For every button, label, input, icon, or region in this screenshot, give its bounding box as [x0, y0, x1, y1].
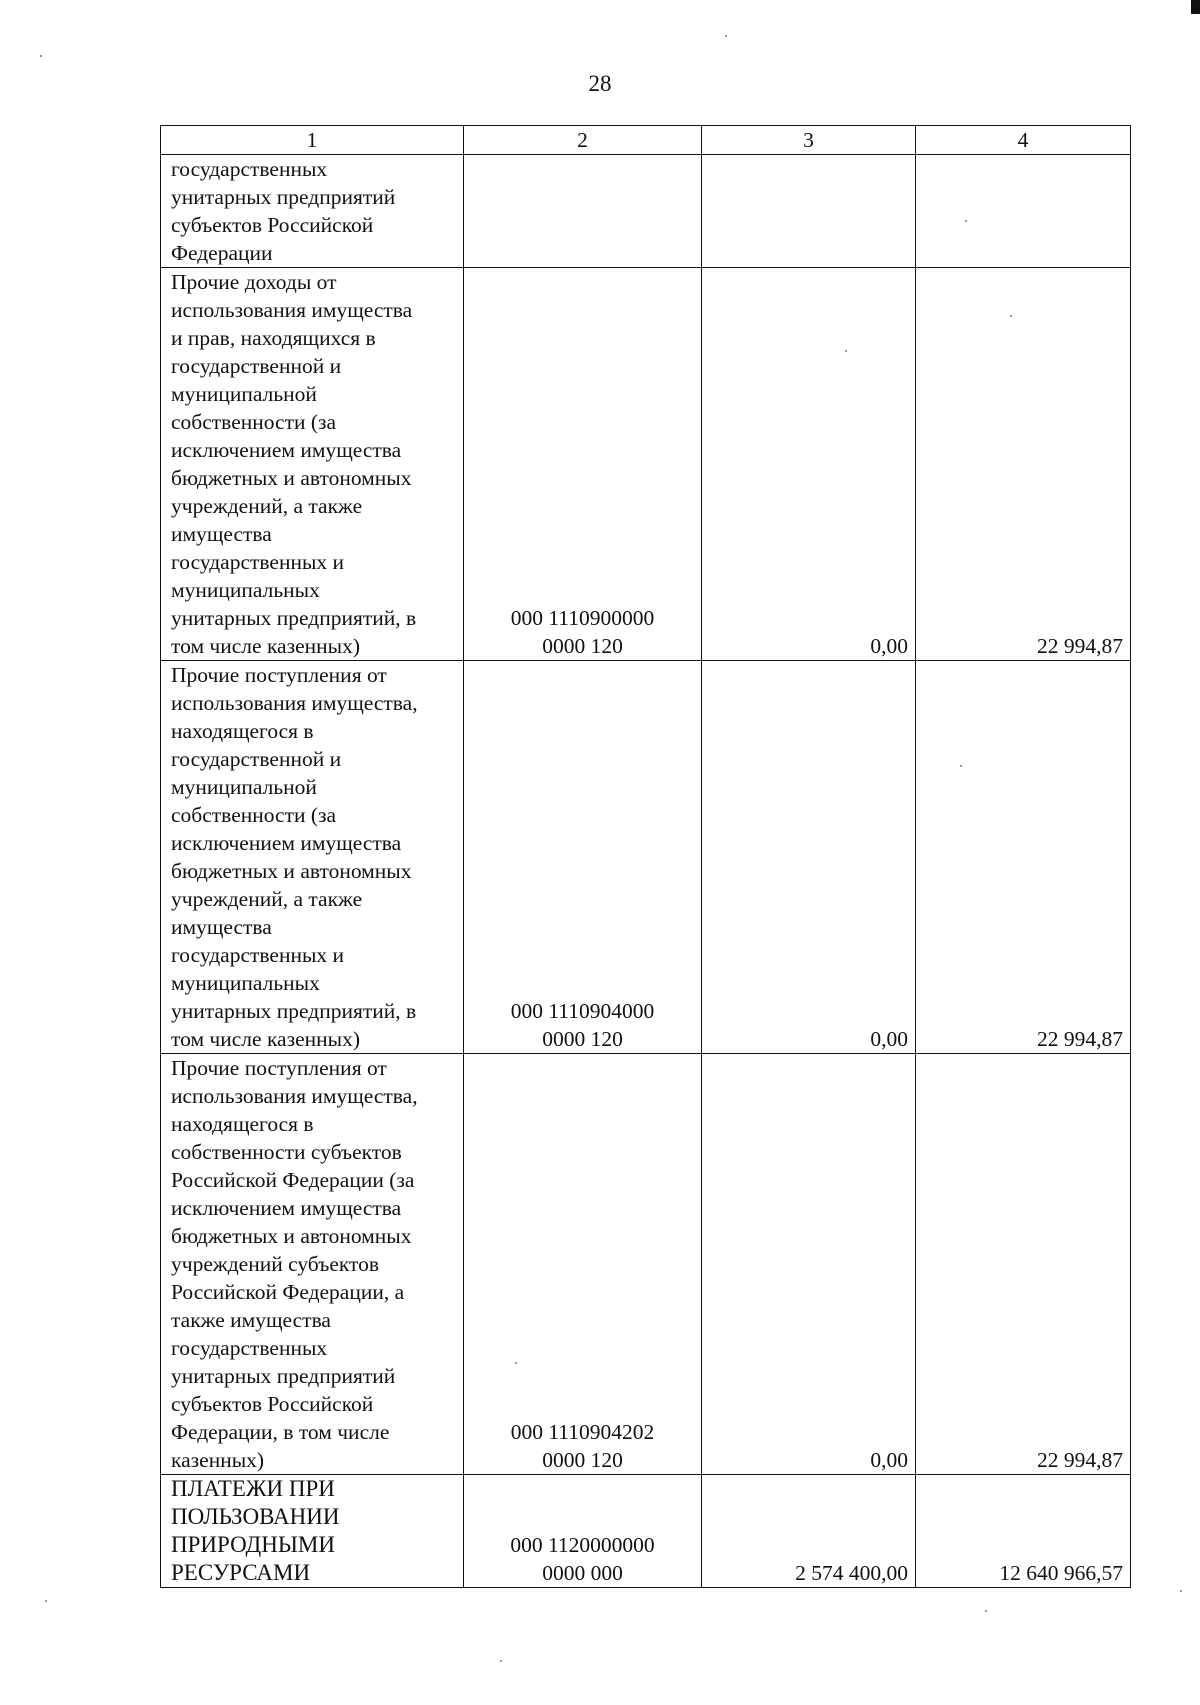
row-code-cell — [464, 155, 702, 268]
scan-speck — [45, 1600, 47, 1602]
row-code-cell: 000 1120000000 0000 000 — [464, 1475, 702, 1588]
row-col4-cell — [916, 155, 1131, 268]
row-col4-cell: 22 994,87 — [916, 661, 1131, 1054]
row-code-cell: 000 1110904000 0000 120 — [464, 661, 702, 1054]
scan-speck — [965, 220, 967, 222]
row-col4-cell: 22 994,87 — [916, 268, 1131, 661]
column-header-2: 2 — [464, 126, 702, 155]
row-col4-cell: 22 994,87 — [916, 1054, 1131, 1475]
page-number: 28 — [588, 71, 612, 96]
row-name-cell: Прочие поступления от использования имущества, находящегося в собственности субъектов Российской Федерации (за исключением имущества бюджетных и автономных учреждений субъектов Российской Федерации, а также имущества государственных унитарных предприятий субъектов Российской Федерации, в том числе казенных) — [161, 1054, 464, 1475]
row-col3-cell: 0,00 — [702, 661, 916, 1054]
scan-speck — [40, 55, 42, 57]
row-col4-cell: 12 640 966,57 — [916, 1475, 1131, 1588]
scan-speck — [960, 765, 962, 767]
table-header-row — [161, 126, 1131, 155]
table-row — [161, 661, 1131, 1054]
table-row — [161, 1475, 1131, 1588]
table-row — [161, 155, 1131, 268]
row-col3-cell — [702, 155, 916, 268]
row-name-cell: ПЛАТЕЖИ ПРИ ПОЛЬЗОВАНИИ ПРИРОДНЫМИ РЕСУРСАМИ — [161, 1475, 464, 1588]
scan-speck — [985, 1610, 987, 1612]
row-name-cell: Прочие доходы от использования имущества и прав, находящихся в государственной и муниципальной собственности (за исключением имущества бюджетных и автономных учреждений, а также имущества государственных и муниципальных унитарных предприятий, в том числе казенных) — [161, 268, 464, 661]
revenue-table-container — [160, 125, 1131, 1588]
scan-speck — [500, 1660, 502, 1662]
row-code-cell: 000 1110900000 0000 120 — [464, 268, 702, 661]
scan-speck — [1010, 315, 1012, 317]
scan-speck — [845, 350, 847, 352]
column-header-4: 4 — [916, 126, 1131, 155]
row-col3-cell: 0,00 — [702, 1054, 916, 1475]
row-col3-cell: 0,00 — [702, 268, 916, 661]
scan-speck — [515, 1362, 517, 1364]
row-code-cell: 000 1110904202 0000 120 — [464, 1054, 702, 1475]
scan-speck — [1180, 1590, 1182, 1592]
column-header-3: 3 — [702, 126, 916, 155]
column-header-1: 1 — [161, 126, 464, 155]
scan-corner-mark — [1191, 0, 1200, 14]
row-col3-cell: 2 574 400,00 — [702, 1475, 916, 1588]
table-row — [161, 1054, 1131, 1475]
revenue-table — [160, 125, 1131, 1588]
scan-speck — [725, 35, 727, 37]
row-name-cell: государственных унитарных предприятий субъектов Российской Федерации — [161, 155, 464, 268]
table-row — [161, 268, 1131, 661]
row-name-cell: Прочие поступления от использования имущества, находящегося в государственной и муниципальной собственности (за исключением имущества бюджетных и автономных учреждений, а также имущества государственных и муниципальных унитарных предприятий, в том числе казенных) — [161, 661, 464, 1054]
